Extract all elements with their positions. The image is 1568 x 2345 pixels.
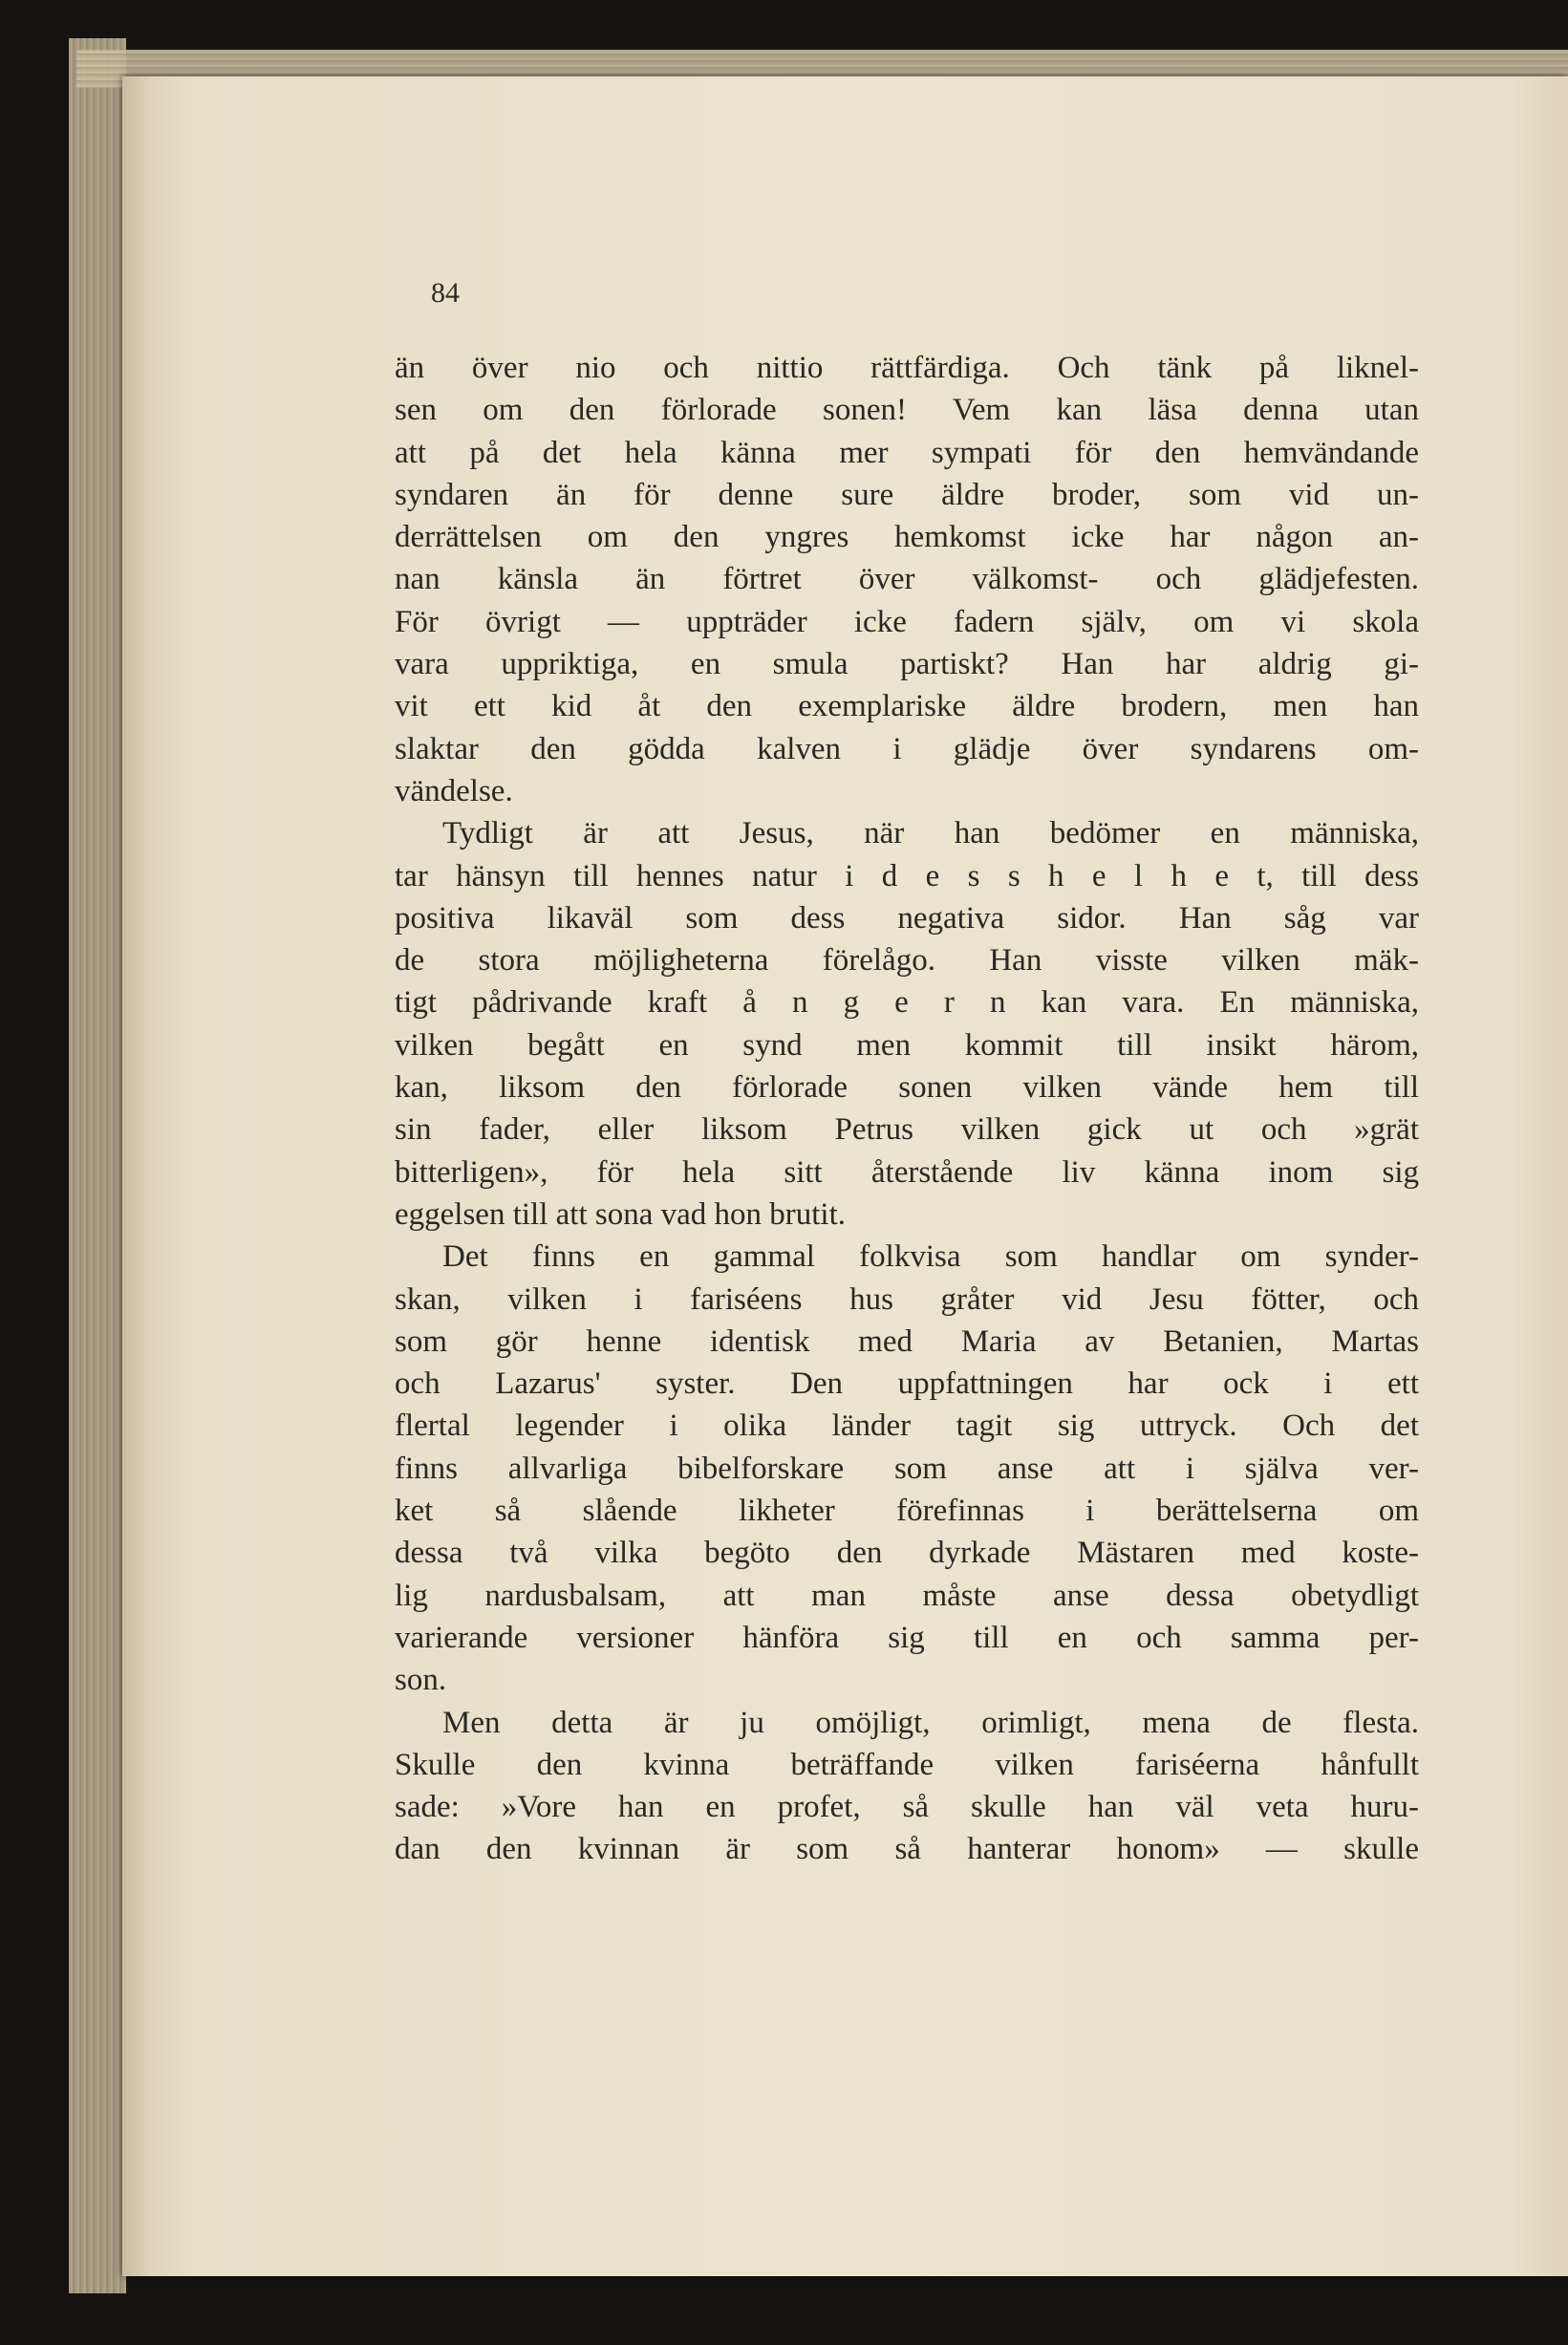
text-line: Men detta är ju omöjligt, orimligt, mena de flesta. <box>442 1705 1419 1740</box>
text-line: varierande versioner hänföra sig till en och samma per- <box>395 1620 1419 1655</box>
text-line: dan den kvinnan är som så hanterar honom» — skulle <box>395 1832 1419 1867</box>
text-line: de stora möjligheterna förelågo. Han visste vilken mäk- <box>395 943 1419 979</box>
text-line: tigt pådrivande kraft å n g e r n kan vara. En människa, <box>395 985 1419 1021</box>
text-line: sin fader, eller liksom Petrus vilken gick ut och »grät <box>395 1112 1419 1148</box>
text-line: ket så slående likheter förefinnas i berättelserna om <box>395 1494 1419 1529</box>
text-line: än över nio och nittio rättfärdiga. Och tänk på liknel- <box>395 351 1419 385</box>
text-line: vändelse. <box>395 773 513 808</box>
text-line: att på det hela känna mer sympati för den hemvändande <box>395 435 1419 470</box>
text-line: som gör henne identisk med Maria av Betanien, Martas <box>395 1323 1419 1359</box>
text-line: derrättelsen om den yngres hemkomst icke har någon an- <box>395 520 1419 555</box>
text-line: finns allvarliga bibelforskare som anse att i själva ver- <box>395 1451 1419 1486</box>
text-line: För övrigt — uppträder icke fadern själv, om vi skola <box>395 604 1419 639</box>
text-line: vilken begått en synd men kommit till insikt härom, <box>395 1027 1419 1063</box>
text-line: sade: »Vore han en profet, så skulle han väl veta huru- <box>395 1790 1419 1825</box>
text-line: flertal legender i olika länder tagit sig uttryck. Och det <box>395 1409 1419 1444</box>
text-line: syndaren än för denne sure äldre broder, som vid un- <box>395 477 1419 512</box>
text-line: slaktar den gödda kalven i glädje över syndarens om- <box>395 731 1419 766</box>
text-line: nan känsla än förtret över välkomst- och glädjefesten. <box>395 562 1419 597</box>
text-line: och Lazarus' syster. Den uppfattningen har ock i ett <box>395 1366 1419 1402</box>
text-line: son. <box>395 1663 447 1698</box>
text-line: kan, liksom den förlorade sonen vilken vände hem till <box>395 1070 1419 1106</box>
text-line: sen om den förlorade sonen! Vem kan läsa denna utan <box>395 393 1419 428</box>
text-line: vara uppriktiga, en smula partiskt? Han har aldrig gi- <box>395 647 1419 682</box>
body-text <box>395 347 1419 1871</box>
text-line: Tydligt är att Jesus, när han bedömer en människa, <box>442 816 1419 851</box>
text-line: dessa två vilka begöto den dyrkade Mästaren med koste- <box>395 1536 1419 1571</box>
text-line: vit ett kid åt den exemplariske äldre brodern, men han <box>395 689 1419 724</box>
text-line: tar hänsyn till hennes natur i d e s s h e l h e t, till dess <box>395 858 1419 893</box>
page-stack-edge-left <box>69 38 126 2293</box>
text-line: Skulle den kvinna beträffande vilken fariséerna hånfullt <box>395 1747 1419 1782</box>
text-line: lig nardusbalsam, att man måste anse dessa obetydligt <box>395 1578 1419 1613</box>
page-number: 84 <box>431 277 460 309</box>
text-line: skan, vilken i fariséens hus gråter vid Jesu fötter, och <box>395 1281 1419 1317</box>
text-line: bitterligen», för hela sitt återstående liv känna inom sig <box>395 1154 1419 1190</box>
text-line: eggelsen till att sona vad hon brutit. <box>395 1196 846 1232</box>
text-line: positiva likaväl som dess negativa sidor. Han såg var <box>395 900 1419 936</box>
text-line: Det finns en gammal folkvisa som handlar om synder- <box>442 1239 1419 1275</box>
